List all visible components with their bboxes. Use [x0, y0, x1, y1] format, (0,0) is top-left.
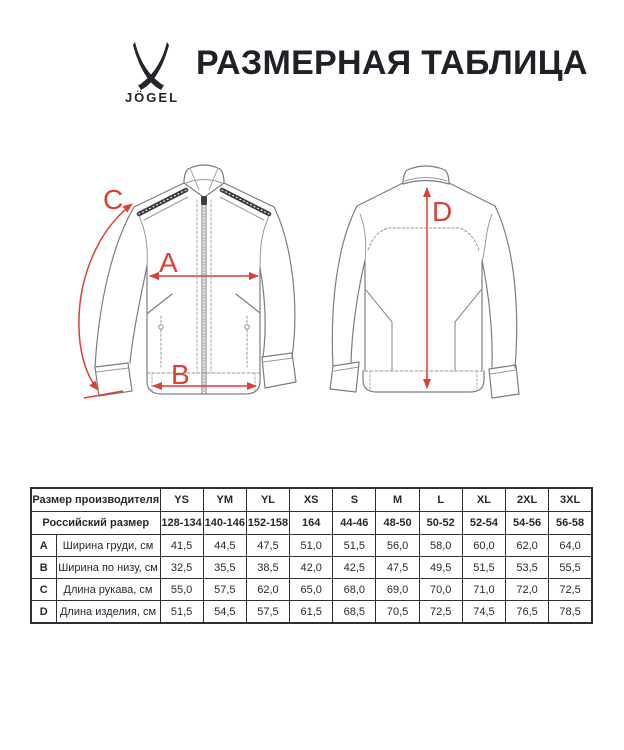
measurement-value: 62,0 — [506, 535, 549, 557]
measurement-value: 44,5 — [203, 535, 246, 557]
russian-size-value: 164 — [290, 512, 333, 535]
russian-size-label: Российский размер — [31, 512, 160, 535]
measurement-label-c: C — [103, 184, 124, 215]
measurement-value: 70,0 — [419, 579, 462, 601]
russian-size-value: 152-158 — [246, 512, 289, 535]
measurement-value: 38,5 — [246, 557, 289, 579]
row-label: Длина рукава, см — [56, 579, 160, 601]
measurement-value: 69,0 — [376, 579, 419, 601]
measurement-value: 68,0 — [333, 579, 376, 601]
measurement-value: 60,0 — [462, 535, 505, 557]
measurement-value: 49,5 — [419, 557, 462, 579]
measurement-value: 68,5 — [333, 601, 376, 624]
measurement-value: 70,5 — [376, 601, 419, 624]
russian-size-value: 52-54 — [462, 512, 505, 535]
measurement-value: 32,5 — [160, 557, 203, 579]
measurement-row-c — [31, 579, 592, 601]
measurement-value: 72,5 — [549, 579, 592, 601]
size-column-header: XS — [290, 488, 333, 512]
measurement-value: 42,5 — [333, 557, 376, 579]
size-column-header: YS — [160, 488, 203, 512]
front-measurement-marks — [79, 204, 258, 398]
size-column-header: YL — [246, 488, 289, 512]
measurement-value: 76,5 — [506, 601, 549, 624]
row-label: Длина изделия, см — [56, 601, 160, 624]
front-measurement-labels — [103, 184, 190, 390]
row-letter: A — [31, 535, 56, 557]
measurement-value: 57,5 — [203, 579, 246, 601]
size-column-header: S — [333, 488, 376, 512]
measurement-value: 72,0 — [506, 579, 549, 601]
measurement-value: 47,5 — [376, 557, 419, 579]
measurement-value: 35,5 — [203, 557, 246, 579]
measurement-value: 51,5 — [160, 601, 203, 624]
measurement-value: 72,5 — [419, 601, 462, 624]
russian-size-value: 48-50 — [376, 512, 419, 535]
size-column-header: 3XL — [549, 488, 592, 512]
measurement-value: 51,0 — [290, 535, 333, 557]
measurement-value: 74,5 — [462, 601, 505, 624]
measurement-value: 51,5 — [333, 535, 376, 557]
front-jacket-diagram — [60, 140, 320, 440]
page-title: РАЗМЕРНАЯ ТАБЛИЦА — [196, 44, 588, 82]
back-measurement-labels — [432, 196, 452, 227]
size-table — [30, 487, 593, 624]
row-label: Ширина по низу, см — [56, 557, 160, 579]
measurement-value: 56,0 — [376, 535, 419, 557]
manufacturer-size-label: Размер производителя — [31, 488, 160, 512]
measurement-value: 71,0 — [462, 579, 505, 601]
measurement-value: 62,0 — [246, 579, 289, 601]
measurement-row-d — [31, 601, 592, 624]
measurement-label-b: B — [171, 359, 190, 390]
measurement-value: 58,0 — [419, 535, 462, 557]
russian-size-row — [31, 512, 592, 535]
measurement-arrow-c — [79, 204, 132, 390]
measurement-value: 64,0 — [549, 535, 592, 557]
russian-size-value: 140-146 — [203, 512, 246, 535]
measurement-value: 41,5 — [160, 535, 203, 557]
back-jacket-outline — [330, 166, 519, 398]
jogel-logo-icon — [133, 42, 169, 90]
russian-size-value: 44-46 — [333, 512, 376, 535]
measurement-value: 51,5 — [462, 557, 505, 579]
measurement-value: 57,5 — [246, 601, 289, 624]
measurement-c-baseline — [84, 391, 123, 398]
measurement-value: 55,5 — [549, 557, 592, 579]
measurement-value: 53,5 — [506, 557, 549, 579]
row-letter: B — [31, 557, 56, 579]
front-jacket-outline — [95, 165, 296, 396]
measurement-label-a: A — [159, 247, 178, 278]
measurement-value: 54,5 — [203, 601, 246, 624]
russian-size-value: 50-52 — [419, 512, 462, 535]
russian-size-value: 128-134 — [160, 512, 203, 535]
manufacturer-size-row — [31, 488, 592, 512]
measurement-value: 47,5 — [246, 535, 289, 557]
size-column-header: L — [419, 488, 462, 512]
brand-wordmark: JÖGEL — [124, 90, 180, 105]
measurement-value: 65,0 — [290, 579, 333, 601]
back-jacket-diagram — [320, 140, 570, 430]
row-letter: D — [31, 601, 56, 624]
measurement-value: 78,5 — [549, 601, 592, 624]
measurement-value: 61,5 — [290, 601, 333, 624]
measurement-row-b — [31, 557, 592, 579]
row-label: Ширина груди, см — [56, 535, 160, 557]
size-column-header: XL — [462, 488, 505, 512]
size-column-header: 2XL — [506, 488, 549, 512]
size-column-header: M — [376, 488, 419, 512]
measurement-value: 42,0 — [290, 557, 333, 579]
size-column-header: YM — [203, 488, 246, 512]
russian-size-value: 54-56 — [506, 512, 549, 535]
measurement-value: 55,0 — [160, 579, 203, 601]
measurement-label-d: D — [432, 196, 453, 227]
measurement-row-a — [31, 535, 592, 557]
row-letter: C — [31, 579, 56, 601]
russian-size-value: 56-58 — [549, 512, 592, 535]
zipper-pull — [201, 196, 207, 205]
